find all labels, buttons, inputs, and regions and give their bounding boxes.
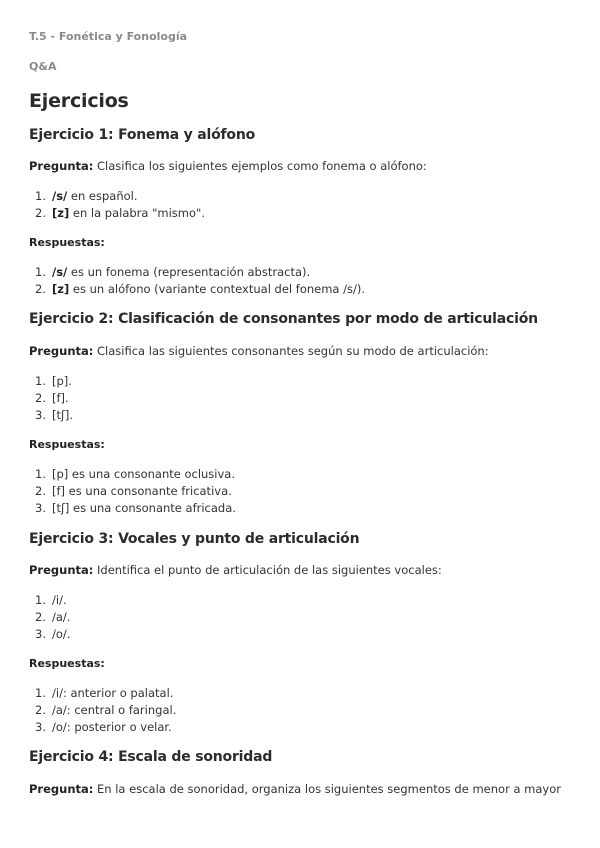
question-text: En la escala de sonoridad, organiza los siguientes segmentos de menor a mayor [97, 782, 561, 796]
item-text: en la palabra "mismo". [69, 206, 205, 220]
item-text: /a/. [52, 610, 71, 624]
exercise-4-title: Ejercicio 4: Escala de sonoridad [29, 749, 273, 765]
list-item [29, 592, 549, 609]
item-number: 2. [35, 610, 46, 624]
item-number: 1. [35, 686, 46, 700]
item-number: 1. [35, 189, 46, 203]
item-symbol: [z] [52, 282, 70, 296]
item-text: /a/: central o faringal. [52, 703, 177, 717]
item-number: 2. [35, 391, 46, 405]
item-symbol: /s/ [52, 189, 68, 203]
list-item [29, 264, 549, 281]
page-title: Ejercicios [29, 90, 129, 112]
list-item [29, 373, 549, 390]
list-item [29, 390, 549, 407]
question-text: Clasifica los siguientes ejemplos como fonema o alófono: [97, 159, 427, 173]
question-label: Pregunta: [29, 344, 94, 358]
question-text: Identifica el punto de articulación de las siguientes vocales: [97, 563, 442, 577]
list-item [29, 205, 549, 222]
question-label: Pregunta: [29, 159, 94, 173]
item-number: 3. [35, 627, 46, 641]
item-symbol: /s/ [52, 265, 68, 279]
item-number: 1. [35, 467, 46, 481]
item-number: 2. [35, 206, 46, 220]
list-item [29, 188, 549, 205]
item-number: 3. [35, 501, 46, 515]
list-item [29, 466, 549, 483]
exercise-3-answers-label: Respuestas: [29, 657, 105, 670]
item-symbol: [z] [52, 206, 70, 220]
exercise-1-question [29, 159, 427, 173]
list-item [29, 483, 549, 500]
exercise-2-title: Ejercicio 2: Clasificación de consonantes por modo de articulación [29, 311, 538, 327]
exercise-2-answers-label: Respuestas: [29, 438, 105, 451]
item-text: [p]. [52, 374, 72, 388]
exercise-3-items [29, 592, 549, 643]
exercise-1-items [29, 188, 549, 222]
item-text: /o/: posterior o velar. [52, 720, 172, 734]
list-item [29, 609, 549, 626]
item-text: [f] es una consonante fricativa. [52, 484, 232, 498]
exercise-1-answers-label: Respuestas: [29, 236, 105, 249]
exercise-1-answers [29, 264, 549, 298]
item-text: es un alófono (variante contextual del fonema /s/). [69, 282, 366, 296]
question-label: Pregunta: [29, 782, 94, 796]
list-item [29, 626, 549, 643]
list-item [29, 685, 549, 702]
item-text: [p] es una consonante oclusiva. [52, 467, 236, 481]
item-number: 2. [35, 703, 46, 717]
item-text: [tʃ] es una consonante africada. [52, 501, 236, 515]
item-number: 3. [35, 408, 46, 422]
list-item [29, 500, 549, 517]
exercise-2-question [29, 344, 489, 358]
exercise-3-question [29, 563, 442, 577]
item-number: 1. [35, 374, 46, 388]
exercise-2-answers [29, 466, 549, 517]
list-item [29, 719, 549, 736]
item-number: 1. [35, 593, 46, 607]
exercise-1-title: Ejercicio 1: Fonema y alófono [29, 127, 256, 143]
item-number: 1. [35, 265, 46, 279]
item-text: es un fonema (representación abstracta). [67, 265, 311, 279]
exercise-3-title: Ejercicio 3: Vocales y punto de articulación [29, 531, 360, 547]
section-label[interactable]: Q&A [29, 60, 57, 73]
exercise-3-answers [29, 685, 549, 736]
item-number: 2. [35, 282, 46, 296]
item-number: 3. [35, 720, 46, 734]
exercise-2-items [29, 373, 549, 424]
breadcrumb[interactable]: T.5 - Fonética y Fonología [29, 30, 188, 43]
question-label: Pregunta: [29, 563, 94, 577]
item-text: en español. [67, 189, 138, 203]
list-item [29, 407, 549, 424]
item-number: 2. [35, 484, 46, 498]
list-item [29, 702, 549, 719]
item-text: /i/: anterior o palatal. [52, 686, 174, 700]
question-text: Clasifica las siguientes consonantes según su modo de articulación: [97, 344, 489, 358]
item-text: [tʃ]. [52, 408, 74, 422]
item-text: [f]. [52, 391, 69, 405]
exercise-4-question [29, 782, 561, 796]
item-text: /i/. [52, 593, 67, 607]
list-item [29, 281, 549, 298]
item-text: /o/. [52, 627, 71, 641]
